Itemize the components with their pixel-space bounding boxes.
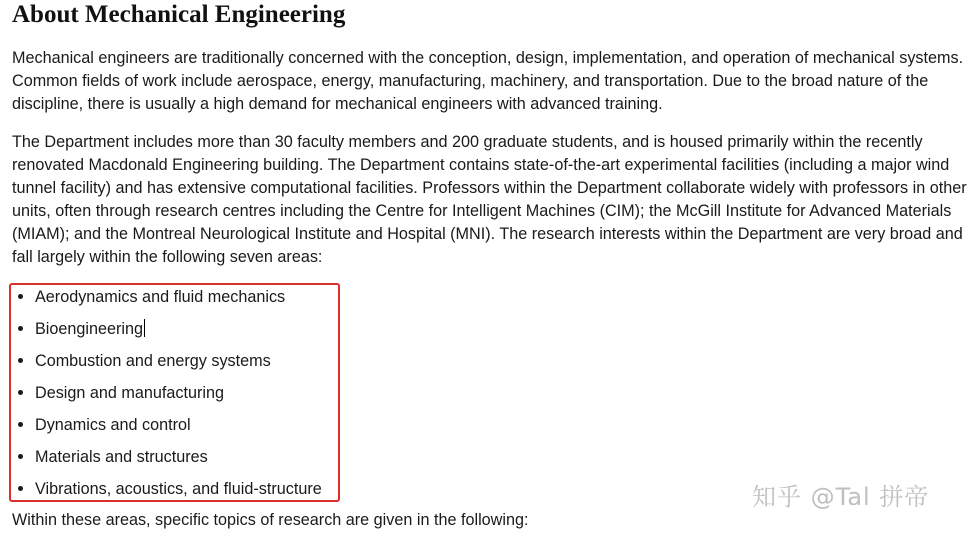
- page-title: About Mechanical Engineering: [12, 1, 346, 28]
- list-item-label: Dynamics and control: [35, 416, 191, 434]
- list-item-label: Combustion and energy systems: [35, 352, 271, 370]
- bullet-icon: [18, 358, 23, 363]
- bullet-icon: [18, 294, 23, 299]
- bullet-icon: [18, 326, 23, 331]
- list-item-label: Bioengineering: [35, 320, 144, 338]
- bullet-icon: [18, 486, 23, 491]
- bullet-icon: [18, 422, 23, 427]
- list-item: [10, 413, 322, 445]
- list-item-label: Design and manufacturing: [35, 384, 224, 402]
- watermark: 知乎 @Tal 拼帝: [752, 483, 930, 511]
- list-item: [10, 445, 322, 477]
- list-item: [10, 285, 322, 317]
- list-item: [10, 381, 322, 413]
- bullet-icon: [18, 454, 23, 459]
- list-item-label: Materials and structures: [35, 448, 208, 466]
- list-item-label: Vibrations, acoustics, and fluid-structure: [35, 480, 322, 498]
- department-paragraph: The Department includes more than 30 faculty members and 200 graduate students, and is housed primarily within the recently renovated Macdonald Engineering building. The Department contains state-of-the-art experimental facilities (including a major wind tunnel facility) and has extensive computational facilities. Professors within the Department collaborate widely with professors in other units, often through research centres including the Centre for Intelligent Machines (CIM); the McGill Institute for Advanced Materials (MIAM); and the Montreal Neurological Institute and Hospital (MNI). The research interests within the Department are very broad and fall largely within the following seven areas:: [12, 133, 967, 266]
- list-item: [10, 317, 322, 349]
- research-areas-list: [10, 285, 322, 509]
- topics-intro-paragraph: Within these areas, specific topics of research are given in the following:: [12, 511, 529, 529]
- list-item: [10, 349, 322, 381]
- bullet-icon: [18, 390, 23, 395]
- intro-paragraph: Mechanical engineers are traditionally concerned with the conception, design, implementation, and operation of mechanical systems. Common fields of work include aerospace, energy, manufacturing, machinery, and transportation. Due to the broad nature of the discipline, there is usually a high demand for mechanical engineers with advanced training.: [12, 49, 964, 113]
- list-item-label: Aerodynamics and fluid mechanics: [35, 288, 286, 306]
- text-cursor: [144, 319, 145, 337]
- list-item: [10, 477, 322, 509]
